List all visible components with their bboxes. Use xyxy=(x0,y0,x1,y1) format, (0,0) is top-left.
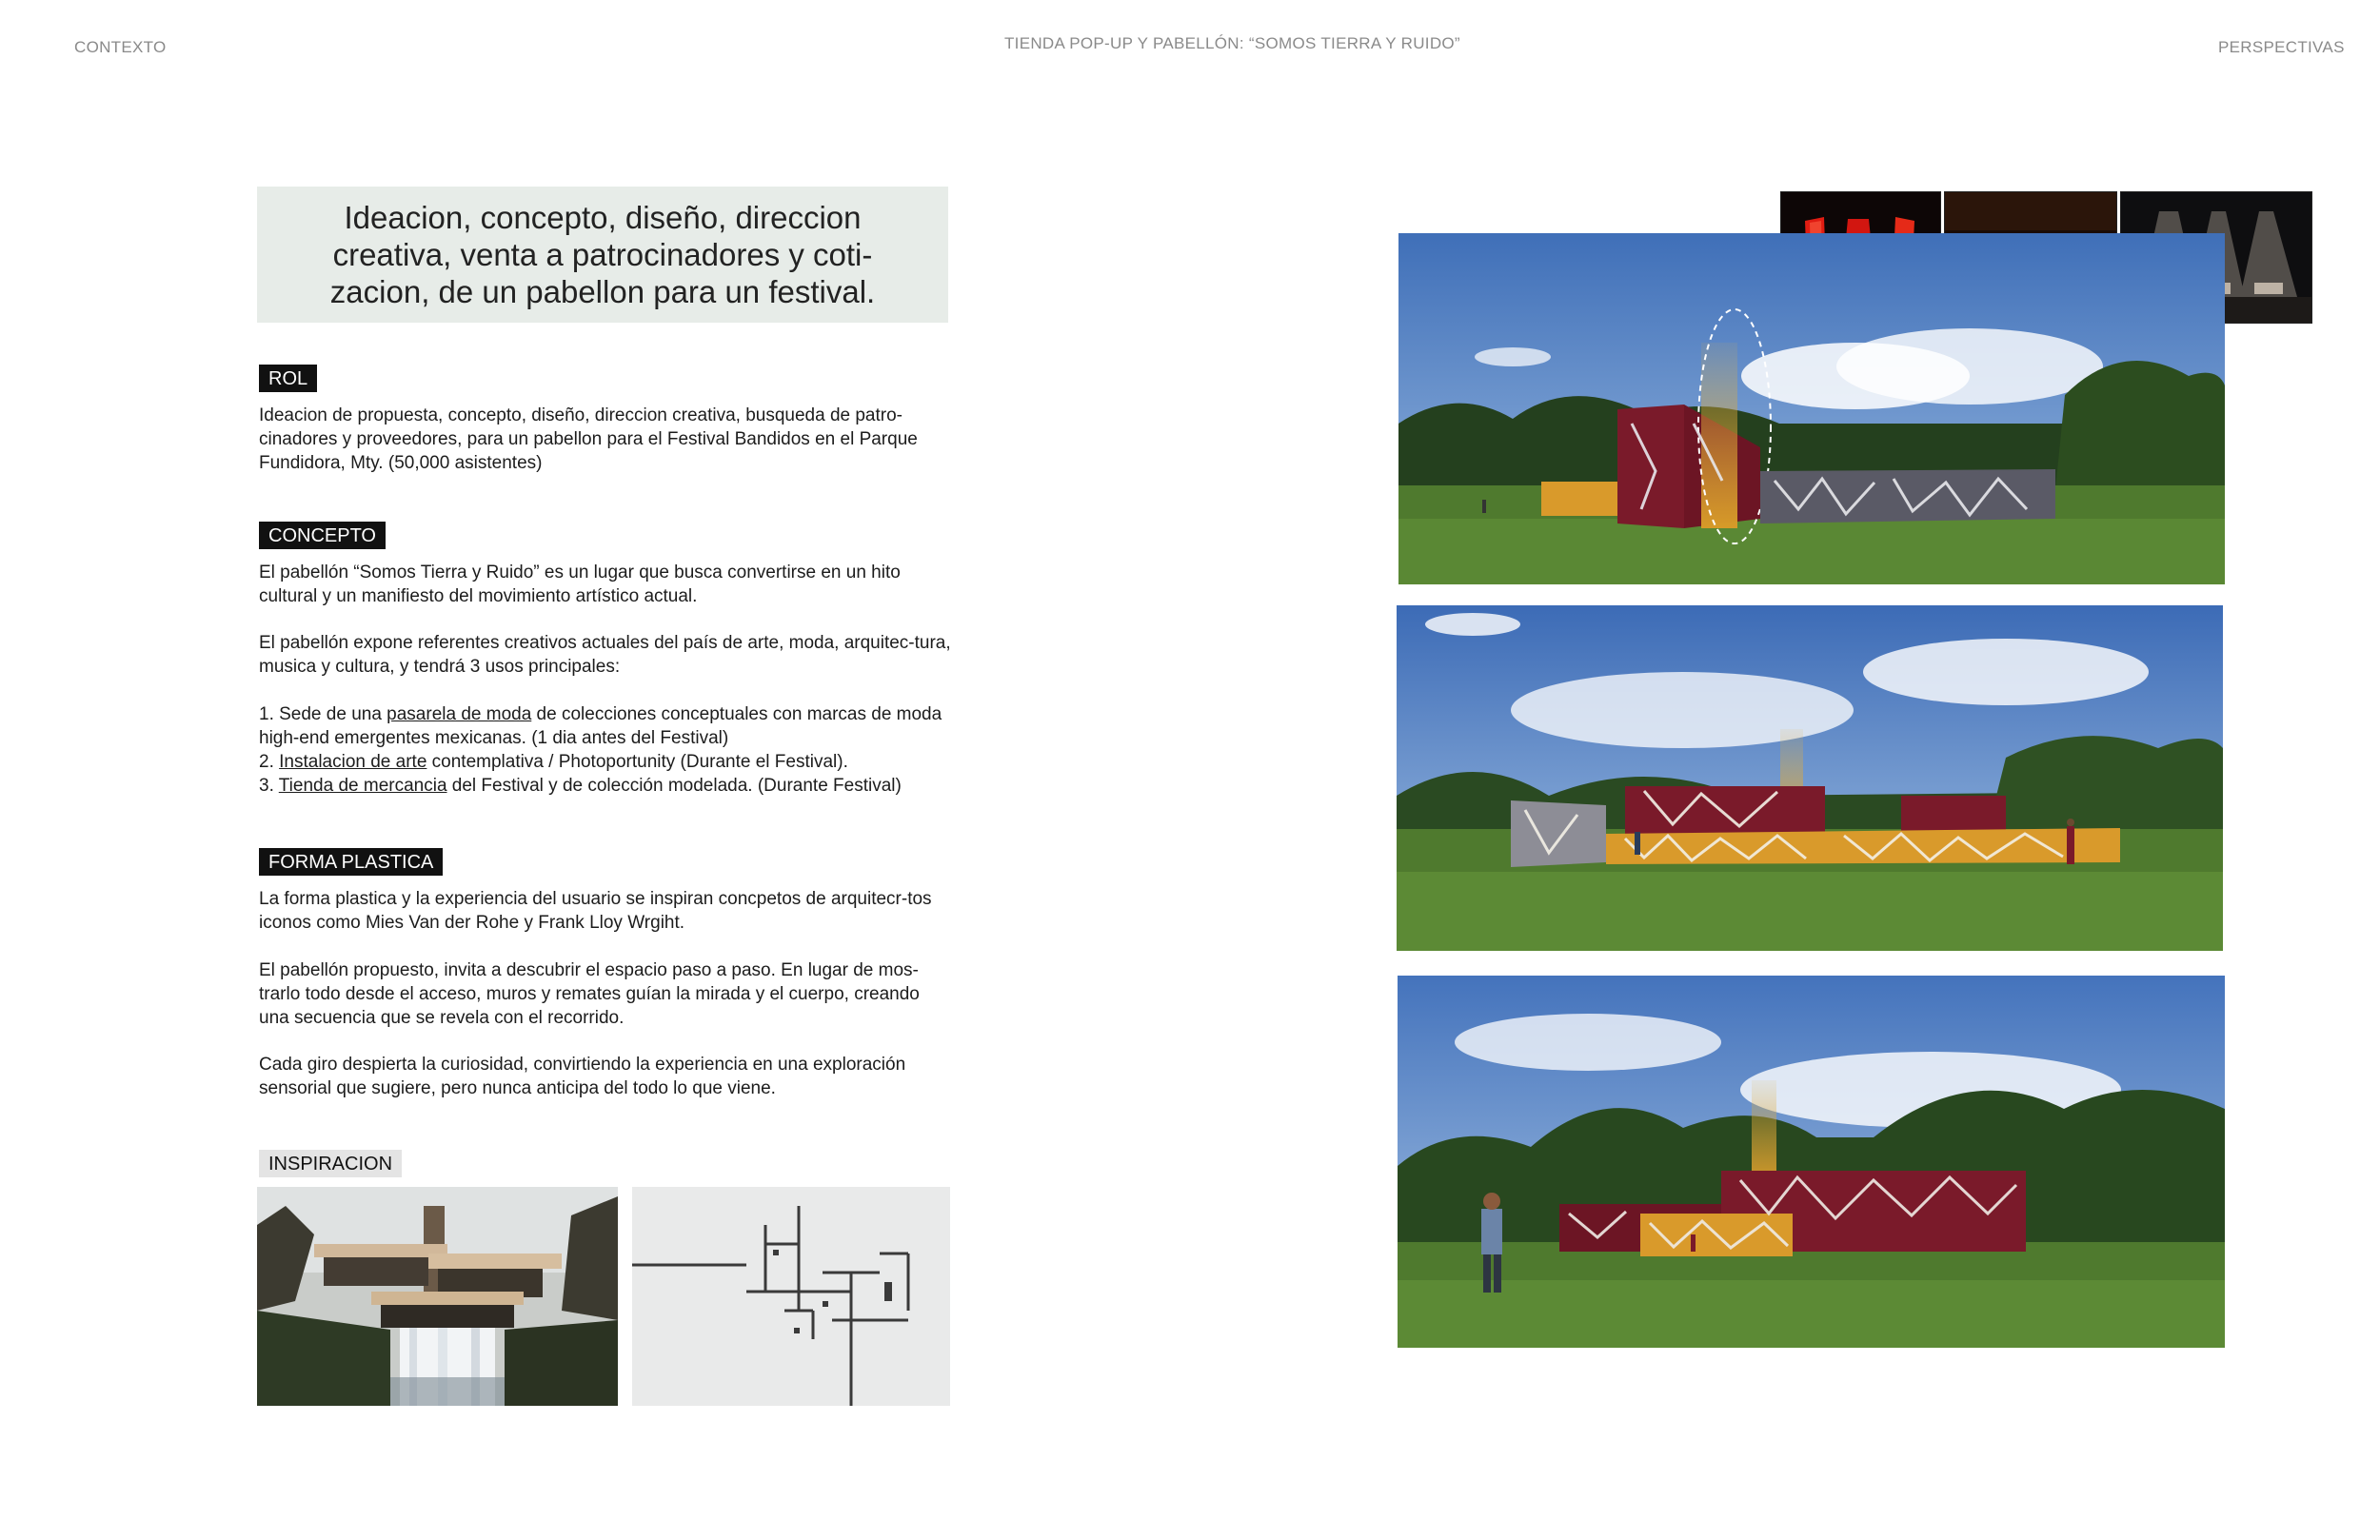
use-2-link[interactable]: Instalacion de arte xyxy=(279,752,427,772)
use-1-suffix: de colecciones conceptuales con marcas de moda high-end emergentes mexicanas. (1 dia antes del Festival) xyxy=(259,704,942,748)
use-item-3 xyxy=(259,774,954,798)
use-item-2 xyxy=(259,750,954,774)
forma-label: FORMA PLASTICA xyxy=(259,848,443,876)
use-3-suffix: del Festival y de colección modelada. (Durante Festival) xyxy=(446,776,902,796)
fallingwater-photo xyxy=(257,1187,618,1406)
forma-p1: La forma plastica y la experiencia del usuario se inspiran concpetos de arquitecr-tos iconos como Mies Van der Rohe y Frank Lloy Wrgiht. xyxy=(259,889,932,933)
forma-section xyxy=(259,848,443,876)
header-left: CONTEXTO xyxy=(74,38,167,56)
concepto-p1: El pabellón “Somos Tierra y Ruido” es un lugar que busca convertirse en un hito cultural y un manifiesto del movimiento artístico actual. xyxy=(259,563,901,606)
use-item-1 xyxy=(259,702,954,750)
concepto-section xyxy=(259,522,386,549)
header-center: TIENDA POP-UP Y PABELLÓN: “SOMOS TIERRA Y RUIDO” xyxy=(1004,34,1460,52)
render-perspective-1 xyxy=(1398,233,2225,584)
use-3-link[interactable]: Tienda de mercancia xyxy=(278,776,447,796)
render-perspective-3 xyxy=(1398,976,2225,1348)
headline-box xyxy=(257,187,948,323)
inspiracion-section xyxy=(259,1150,402,1177)
use-3-prefix: 3. xyxy=(259,776,279,796)
concepto-p2: El pabellón expone referentes creativos actuales del país de arte, moda, arquitec-tura, musica y cultura, y tendrá 3 usos principales: xyxy=(259,633,951,677)
rol-text: Ideacion de propuesta, concepto, diseño, direccion creativa, busqueda de patro-cinadores y proveedores, para un pabellon para el Festival Bandidos en el Parque Fundidora, Mty. (50,000 asistentes) xyxy=(259,405,918,473)
plan-sketch xyxy=(632,1187,950,1406)
use-1-link[interactable]: pasarela de moda xyxy=(387,704,532,724)
use-1-prefix: 1. Sede de una xyxy=(259,704,387,724)
render-perspective-2 xyxy=(1397,605,2223,951)
concepto-label: CONCEPTO xyxy=(259,522,386,549)
header-right: PERSPECTIVAS xyxy=(2218,38,2345,56)
forma-p2: El pabellón propuesto, invita a descubrir el espacio paso a paso. En lugar de mos-trarlo todo desde el acceso, muros y remates guían la mirada y el cuerpo, creando una secuencia que se revela con el recorrido. xyxy=(259,960,920,1028)
headline: Ideacion, concepto, diseño, direccion creativa, venta a patrocinadores y coti-zacion, de un pabellon para un festival. xyxy=(329,200,876,309)
use-2-prefix: 2. xyxy=(259,752,280,772)
inspiracion-label: INSPIRACION xyxy=(259,1150,402,1177)
rol-section xyxy=(259,365,317,392)
use-2-suffix: contemplativa / Photoportunity (Durante el Festival). xyxy=(426,752,848,772)
forma-p3: Cada giro despierta la curiosidad, convirtiendo la experiencia en una exploración sensorial que sugiere, pero nunca anticipa del todo lo que viene. xyxy=(259,1055,906,1098)
uses-list xyxy=(259,702,954,798)
rol-label: ROL xyxy=(259,365,317,392)
